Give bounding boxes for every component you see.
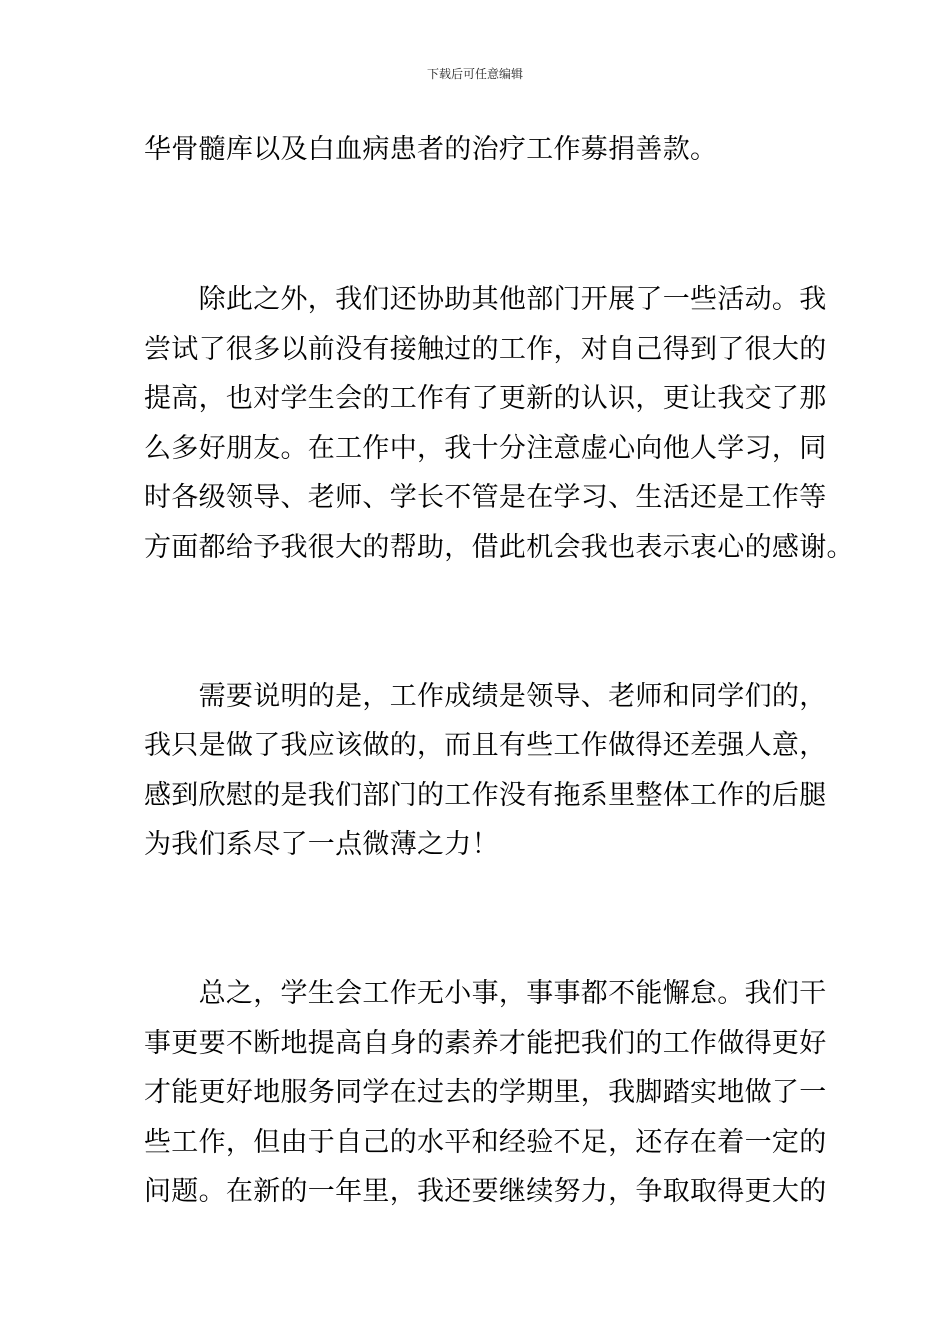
text-line: 华骨髓库以及白血病患者的治疗工作募捐善款。 — [144, 134, 718, 165]
text-line: 提高，也对学生会的工作有了更新的认识，更让我交了那 — [144, 383, 827, 414]
text-line: 么多好朋友。在工作中，我十分注意虚心向他人学习，同 — [144, 433, 827, 464]
text-line: 我只是做了我应该做的，而且有些工作做得还差强人意， — [144, 730, 827, 761]
text-line: 感到欣慰的是我们部门的工作没有拖系里整体工作的后腿 — [144, 780, 827, 811]
text-line: 总之，学生会工作无小事，事事都不能懈怠。我们干 — [144, 978, 827, 1009]
page-header: 下载后可任意编辑 — [426, 67, 523, 81]
text-line: 方面都给予我很大的帮助，借此机会我也表示衷心的感谢。 — [144, 532, 854, 563]
text-line: 为我们系尽了一点微薄之力！ — [144, 829, 499, 860]
text-line: 需要说明的是，工作成绩是领导、老师和同学们的， — [144, 681, 827, 712]
text-line: 才能更好地服务同学在过去的学期里，我脚踏实地做了一 — [144, 1077, 827, 1108]
text-line: 尝试了很多以前没有接触过的工作，对自己得到了很大的 — [144, 334, 827, 365]
text-line: 问题。在新的一年里，我还要继续努力，争取取得更大的 — [144, 1176, 827, 1207]
text-line: 事更要不断地提高自身的素养才能把我们的工作做得更好 — [144, 1028, 827, 1059]
text-line: 除此之外，我们还协助其他部门开展了一些活动。我 — [144, 284, 827, 315]
text-line: 时各级领导、老师、学长不管是在学习、生活还是工作等 — [144, 482, 827, 513]
text-line: 些工作，但由于自己的水平和经验不足，还存在着一定的 — [144, 1127, 827, 1158]
